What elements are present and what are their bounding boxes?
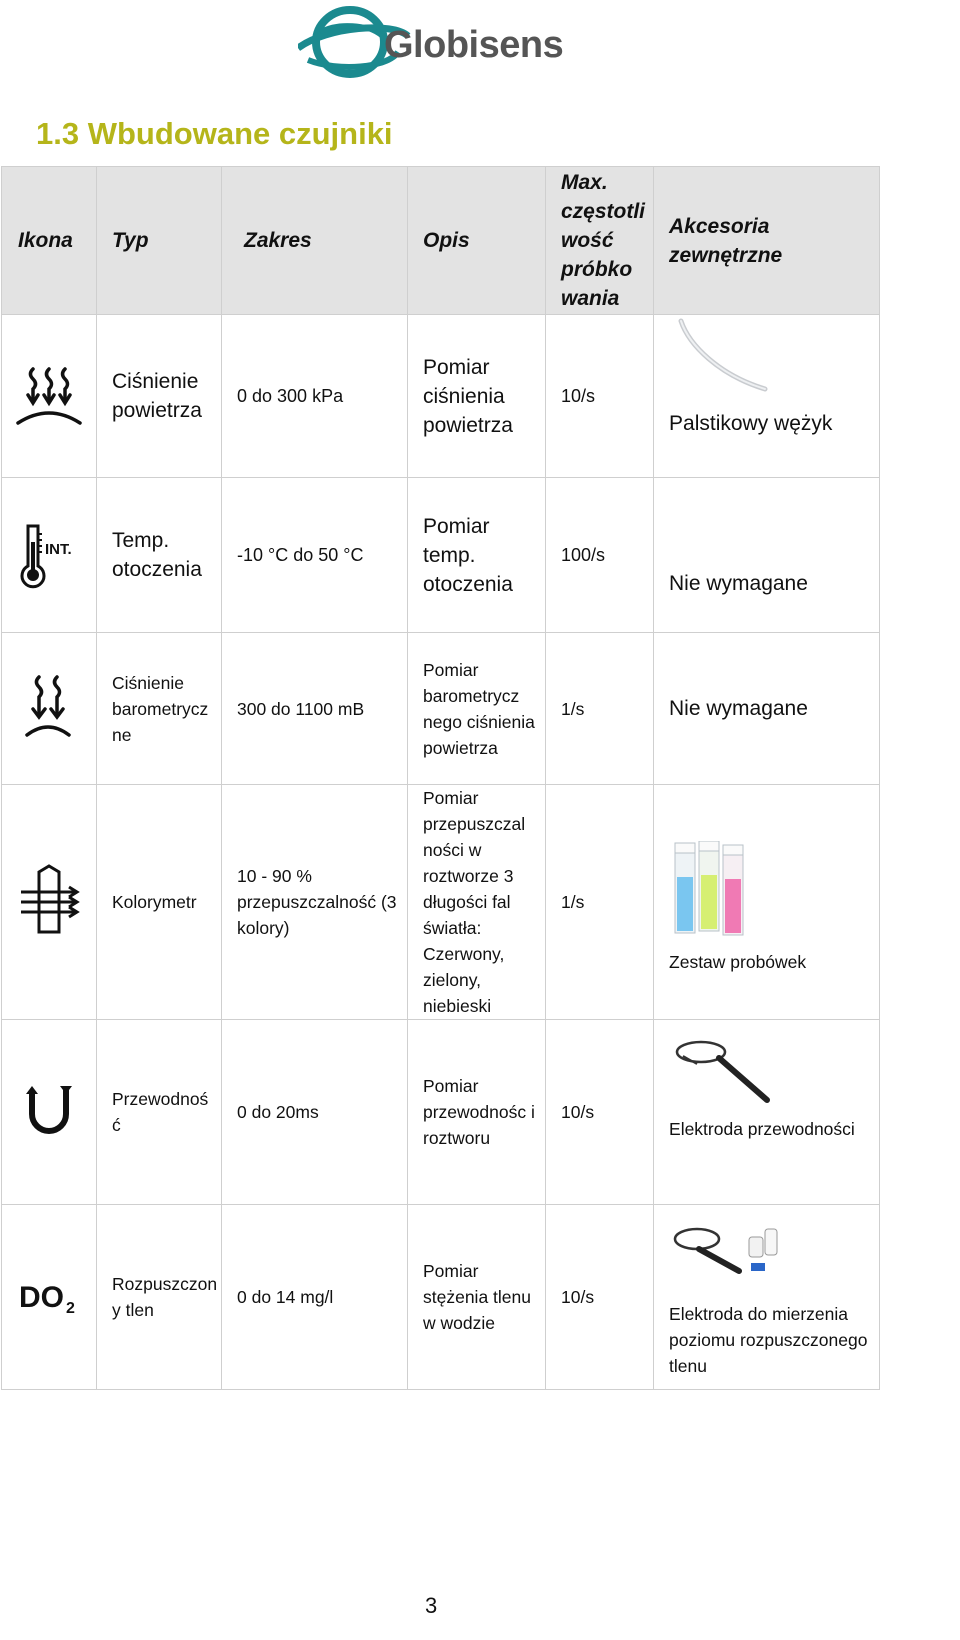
- row-description: Pomiar stężenia tlenu w wodzie: [408, 1205, 546, 1390]
- row-description: Pomiar przepuszczal ności w roztworze 3 długości fal światła: Czerwony, zielony, niebieski: [408, 785, 546, 1020]
- conductivity-electrode-image: [669, 1034, 779, 1112]
- svg-text:DO: DO: [19, 1281, 64, 1314]
- colorimeter-icon: [17, 862, 81, 942]
- header-description: Opis: [408, 167, 546, 315]
- row-accessory: [654, 785, 880, 1020]
- row-description: Pomiar temp. otoczenia: [408, 478, 546, 633]
- row-max-frequency: 10/s: [546, 315, 654, 478]
- row-icon-cell: [2, 785, 97, 1020]
- air-pressure-icon: [14, 361, 84, 431]
- table-row: [2, 785, 880, 1020]
- row-type: Temp. otoczenia: [97, 478, 222, 633]
- row-range: 10 - 90 % przepuszczalność (3 kolory): [222, 785, 408, 1020]
- row-type: Przewodnoś ć: [97, 1020, 222, 1205]
- row-range: 300 do 1100 mB: [222, 633, 408, 785]
- table-header-row: [2, 167, 880, 315]
- row-max-frequency: 100/s: [546, 478, 654, 633]
- plastic-tube-image: [669, 315, 779, 397]
- header-max-frequency: Max. częstotli wość próbko wania: [546, 167, 654, 315]
- page-number: 3: [425, 1593, 438, 1618]
- row-accessory-label: Elektroda do mierzenia poziomu rozpuszczonego tlenu: [669, 1304, 868, 1376]
- row-icon-cell: [2, 478, 97, 633]
- row-range: 0 do 300 kPa: [222, 315, 408, 478]
- oxygen-electrode-image: [669, 1219, 779, 1297]
- table-row: [2, 1020, 880, 1205]
- table-row: [2, 315, 880, 478]
- test-tubes-image: [669, 841, 751, 941]
- barometric-pressure-icon: [19, 671, 79, 747]
- section-title: 1.3 Wbudowane czujniki: [36, 116, 393, 151]
- row-max-frequency: 1/s: [546, 785, 654, 1020]
- row-type: Ciśnienie barometrycz ne: [97, 633, 222, 785]
- row-accessory: [654, 1020, 880, 1205]
- row-range: 0 do 20ms: [222, 1020, 408, 1205]
- row-range: 0 do 14 mg/l: [222, 1205, 408, 1390]
- header-accessories: Akcesoria zewnętrzne: [654, 167, 880, 315]
- row-accessory-label: Nie wymagane: [669, 697, 808, 720]
- row-icon-cell: [2, 315, 97, 478]
- row-description: Pomiar przewodnośc i roztworu: [408, 1020, 546, 1205]
- row-accessory-label: Nie wymagane: [669, 571, 808, 595]
- brand-name: Globisens: [384, 24, 564, 66]
- header-icon: Ikona: [2, 167, 97, 315]
- row-description: Pomiar ciśnienia powietrza: [408, 315, 546, 478]
- row-type: Ciśnienie powietrza: [97, 315, 222, 478]
- row-type: Rozpuszczon y tlen: [97, 1205, 222, 1390]
- svg-text:INT.: INT.: [45, 541, 72, 558]
- table-row: [2, 633, 880, 785]
- svg-text:2: 2: [66, 1300, 75, 1317]
- row-accessory: [654, 633, 880, 785]
- row-description: Pomiar barometrycz nego ciśnienia powietrza: [408, 633, 546, 785]
- table-row: [2, 1205, 880, 1390]
- row-accessory: [654, 1205, 880, 1390]
- row-icon-cell: [2, 633, 97, 785]
- row-icon-cell: [2, 1020, 97, 1205]
- row-icon-cell: [2, 1205, 97, 1390]
- row-max-frequency: 1/s: [546, 633, 654, 785]
- header-type: Typ: [97, 167, 222, 315]
- conductivity-icon: [24, 1084, 74, 1140]
- row-max-frequency: 10/s: [546, 1020, 654, 1205]
- row-accessory-label: Elektroda przewodności: [669, 1119, 855, 1139]
- row-max-frequency: 10/s: [546, 1205, 654, 1390]
- row-type: Kolorymetr: [97, 785, 222, 1020]
- row-range: -10 °C do 50 °C: [222, 478, 408, 633]
- row-accessory-label: Zestaw probówek: [669, 952, 807, 972]
- table-row: [2, 478, 880, 633]
- do2-icon: [17, 1277, 81, 1317]
- sensors-table: [1, 166, 880, 1390]
- thermometer-int-icon: [14, 520, 84, 590]
- row-accessory: [654, 315, 880, 478]
- row-accessory: [654, 478, 880, 633]
- header-range: Zakres: [222, 167, 408, 315]
- row-accessory-label: Palstikowy wężyk: [669, 412, 833, 435]
